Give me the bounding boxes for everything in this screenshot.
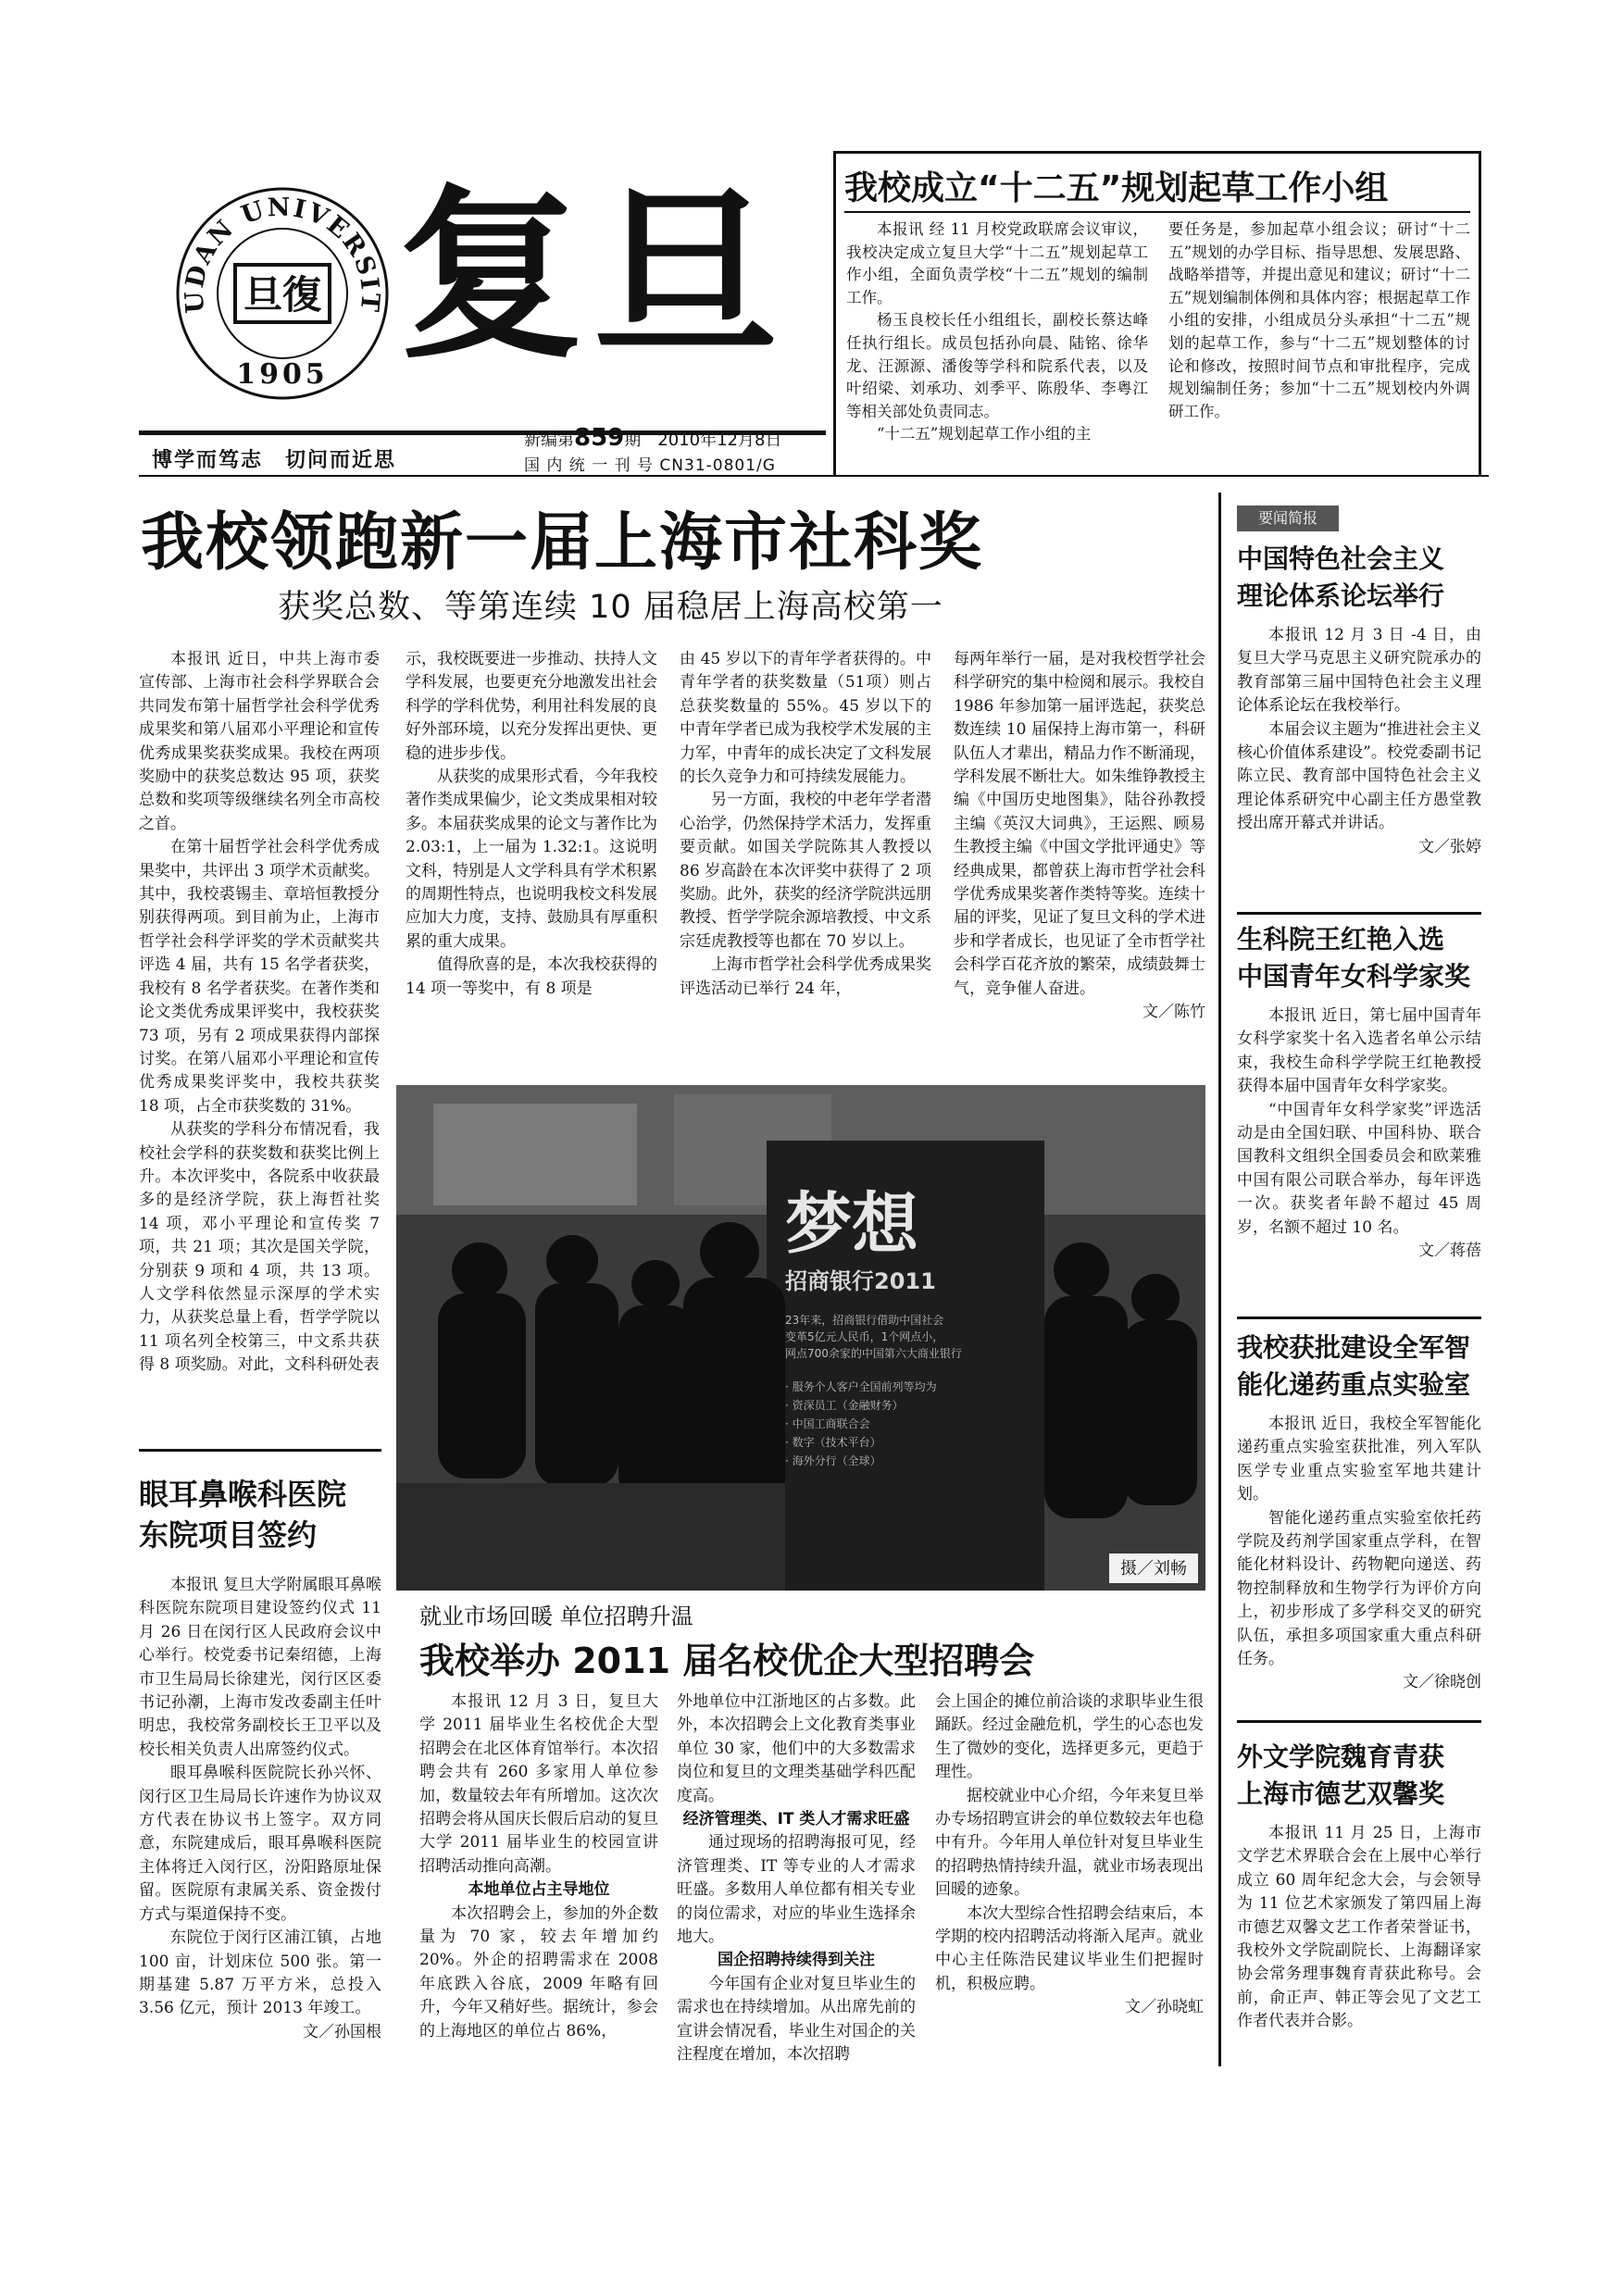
banner-line: 变革5亿元人民币，1个网点小， (785, 1330, 944, 1343)
banner-line: · 中国工商联合会 (785, 1417, 870, 1430)
paragraph: 本届会议主题为“推进社会主义核心价值体系建设”。校党委副书记陈立民、教育部中国特色社会主义理论体系研究中心副主任方愚堂教授出席开幕式并讲话。 (1237, 719, 1481, 833)
paragraph: “中国青年女科学家奖”评选活动是由全国妇联、中国科协、联合国教科文组织全国委员会和欧莱雅中国有限公司联合举办，每年评选一次。获奖者年龄不超过 45 周岁，名额不超过 10 名。 (1237, 1100, 1481, 1237)
headline-line: 东院项目签约 (139, 1517, 318, 1553)
job-kicker: 就业市场回暖 单位招聘升温 (419, 1603, 693, 1629)
headline-line: 我校获批建设全军智 (1237, 1332, 1471, 1363)
headline-line: 上海市德艺双馨奖 (1237, 1778, 1445, 1809)
brief-body (1237, 624, 1481, 948)
paragraph: 眼耳鼻喉科医院院长孙兴怀、闵行区卫生局局长许速作为协议双方代表在协议书上签字。双方同意，东院建成后，眼耳鼻喉科医院主体将迁入闵行区，汾阳路原址保留。医院原有隶属关系、资金拨付方式与渠道保持不变。 (139, 1764, 381, 1924)
banner-big-text: 梦想 (785, 1185, 919, 1263)
banner-line: 23年来，招商银行借助中国社会 (785, 1314, 944, 1327)
paper-name: 复旦 (398, 167, 788, 384)
side-column-divider (1218, 493, 1221, 2066)
byline: 文／孙国根 (303, 2022, 381, 2041)
masthead-motto: 博学而笃志 切问而近思 (152, 448, 397, 472)
banner-line: · 服务个人客户全国前列等均为 (785, 1380, 937, 1393)
top-right-col1 (846, 218, 1148, 468)
brief-rule (1237, 912, 1481, 915)
paragraph: 本报讯 近日，中共上海市委宣传部、上海市社会科学界联合会共同发布第十届哲学社会科学优秀成果奖和第八届邓小平理论和宣传优秀成果奖获奖成果。我校在两项奖励中的获奖总数达 95 项，获奖总数和奖项等级继续名列全市高校之首。 (139, 650, 380, 833)
lead-col3 (680, 648, 931, 1074)
issue-prefix: 新编第 (524, 430, 574, 450)
lead-col4 (954, 648, 1205, 1074)
issue-number: 859 (574, 424, 625, 452)
ent-headline (139, 1474, 346, 1555)
paragraph: 本报讯 12 月 3 日 -4 日，由复旦大学马克思主义研究院承办的教育部第三届中国特色社会主义理论体系论坛在我校举行。 (1237, 626, 1481, 716)
brief-rule (1237, 1316, 1481, 1319)
lead-col2 (406, 648, 657, 1074)
paragraph: 本报讯 复旦大学附属眼耳鼻喉科医院东院项目建设签约仪式 11 月 26 日在闵行区人民政府会议中心举行。校党委书记秦绍德，上海市卫生局局长徐建光，闵行区区委书记孙潮，上海市发改委副主任叶明忠，我校常务副校长王卫平以及校长相关负责人出席签约仪式。 (139, 1576, 381, 1759)
paragraph: 本报讯 近日，第七届中国青年女科学家奖十名入选者名单公示结束，我校生命科学学院王红艳教授获得本届中国青年女科学家奖。 (1237, 1006, 1481, 1096)
brief-body (1237, 1822, 1481, 2053)
headline-line: 中国特色社会主义 (1237, 543, 1445, 574)
paragraph: 每两年举行一届，是对我校哲学社会科学研究的集中检阅和展示。我校自 1986 年参加第一届评选起，获奖总数连续 10 届保持上海市第一，科研队伍人才辈出，精品力作不断涌现，学科发展不断壮大。如朱维铮教授主编《中国历史地图集》，陆谷孙教授主编《英汉大词典》，王运熙、顾易生教授主编《中国文学批评通史》等经典成果，都曾获上海市哲学社会科学优秀成果奖著作类特等奖。连续十届的评奖，见证了复旦文科的学术进步和学者成长，也见证了全市哲学社会科学百花齐放的繁荣，成绩鼓舞士气，竞争催人奋进。 (954, 650, 1205, 998)
top-right-col2 (1168, 218, 1470, 468)
paragraph: 本报讯 12 月 3 日，复旦大学 2011 届毕业生名校优企大型招聘会在北区体育馆举行。本次招聘会共有 260 多家用人单位参加，数量较去年有所增加。这次次招聘会将从国庆长假后启动的复旦大学 2011 届毕业生的校园宣讲招聘活动推向高潮。 (419, 1692, 658, 1876)
byline: 文／徐晓创 (1403, 1673, 1481, 1692)
paragraph: 杨玉良校长任小组组长，副校长蔡达峰任执行组长。成员包括孙向晨、陆铭、徐华龙、汪源源、潘俊等学科和院系代表，以及叶绍梁、刘承功、刘季平、陈殷华、李粤江等相关部处负责同志。 (846, 311, 1148, 420)
issue-line (524, 424, 781, 452)
headline-line: 理论体系论坛举行 (1237, 580, 1445, 611)
headline-line: 生科院王红艳入选 (1237, 924, 1445, 955)
headline-line: 中国青年女科学家奖 (1237, 961, 1471, 992)
paragraph: 据校就业中心介绍，今年来复旦举办专场招聘宣讲会的单位数较去年也稳中有升。今年用人单位针对复旦毕业生的招聘热情持续升温，就业市场表现出回暖的迹象。 (935, 1786, 1204, 1900)
paragraph: 东院位于闵行区浦江镇，占地 100 亩，计划床位 500 张。第一期基建 5.87 万平方米，总投入 3.56 亿元，预计 2013 年竣工。 (139, 1928, 381, 2018)
photo-credit: 摄／刘畅 (1120, 1559, 1187, 1578)
brief-headline (1237, 1329, 1470, 1404)
paragraph: 今年国有企业对复旦毕业生的需求也在持续增加。从出席先前的宣讲会情况看，毕业生对国企的关注程度在增加，本次招聘 (677, 1974, 916, 2065)
job-fair-photo (396, 1085, 1205, 1591)
job-col3 (935, 1691, 1204, 2052)
brief-body (1237, 1413, 1481, 1718)
lead-headline: 我校领跑新一届上海市社科奖 (141, 506, 984, 580)
paragraph: 上海市哲学社会科学优秀成果奖评选活动已举行 24 年， (680, 955, 931, 998)
ent-rule (139, 1449, 381, 1452)
job-col1 (419, 1691, 658, 2040)
brief-body (1237, 1004, 1481, 1315)
paragraph: 要任务是，参加起草小组会议；研讨“十二五”规划的办学目标、指导思想、发展思路、战略举措等，并提出意见和建议；研讨“十二五”规划编制体例和具体内容；根据起草工作小组的安排，小组成员分头承担“十二五”规划的起草工作，参与“十二五”规划整体的讨论和修改，按照时间节点和审批程序，完成规划编制任务；参加“十二五”规划校内外调研工作。 (1168, 220, 1470, 420)
top-right-rule (844, 211, 1470, 213)
paragraph: 外地单位中江浙地区的占多数。此外，本次招聘会上文化教育类事业单位 30 家，他们中的大多数需求岗位和复旦的文理类基础学科匹配度高。 (677, 1692, 916, 1805)
brief-headline (1237, 1739, 1444, 1813)
paragraph: 通过现场的招聘海报可见，经济管理类、IT 等专业的人才需求旺盛。多数用人单位都有相关专业的岗位需求，对应的毕业生选择余地大。 (677, 1833, 916, 1947)
banner-line: · 资深员工（金融财务） (785, 1399, 904, 1412)
paragraph: 另一方面，我校的中老年学者潜心治学，仍然保持学术活力，发挥重要贡献。如国关学院陈其人教授以 86 岁高龄在本次评奖中获得了 2 项奖励。此外，获奖的经济学院洪远朋教授、哲学学院余源培教授、中文系宗廷虎教授等也都在 70 岁以上。 (680, 791, 931, 951)
section-subhead: 经济管理类、IT 类人才需求旺盛 (682, 1810, 910, 1829)
seal-center: 旦復 (243, 272, 322, 318)
paragraph: 由 45 岁以下的青年学者获得的。中青年学者的获奖数量（51项）则占总获奖数量的 55%。45 岁以下的中青年学者已成为我校学术发展的主力军，中青年的成长决定了文科发展的长久竞争力和可持续发展能力。 (680, 650, 931, 787)
lead-subheadline: 获奖总数、等第连续 10 届稳居上海高校第一 (278, 589, 943, 626)
headline-line: 外文学院魏育青获 (1237, 1741, 1445, 1772)
job-col2 (677, 1691, 916, 2065)
paragraph: 本报讯 11 月 25 日，上海市文学艺术界联合会在上展中心举行成立 60 周年纪念大会，与会领导为 11 位艺术家颁发了第四届上海市德艺双馨文艺工作者荣誉证书，我校外文学院副院长、上海翻译家协会常务理事魏育青获此称号。会前，俞正声、韩正等会见了文艺工作者代表并合影。 (1237, 1824, 1481, 2031)
section-tag: 要闻简报 (1237, 505, 1339, 531)
paragraph: 本次招聘会上，参加的外企数量为 70 家，较去年增加约 20%。外企的招聘需求在 2008 年底跌入谷底，2009 年略有回升，今年又稍好些。据统计，参会的上海地区的单位占 86%， (419, 1903, 658, 2040)
section-subhead: 本地单位占主导地位 (468, 1880, 610, 1900)
brief-headline (1237, 921, 1470, 995)
paragraph: 会上国企的摊位前洽谈的求职毕业生很踊跃。经过金融危机，学生的心态也发生了微妙的变化，选择更多元，更趋于理性。 (935, 1692, 1204, 1782)
paragraph: 本次大型综合性招聘会结束后，本学期的校内招聘活动将渐入尾声。就业中心主任陈浩民建议毕业生们把握时机，积极应聘。 (935, 1903, 1204, 1993)
serial-number: 国 内 统 一 刊 号 CN31-0801/G (524, 456, 776, 475)
banner-line: · 数字（技术平台） (785, 1436, 881, 1449)
paragraph: 本报讯 近日，我校全军智能化递药重点实验室获批准，列入军队医学专业重点实验室军地共建计划。 (1237, 1415, 1481, 1504)
banner-line: · 海外分行（全球） (785, 1454, 881, 1467)
issue-date: 期 2010年12月8日 (624, 430, 782, 450)
seal-text: UDAN UNIVERSIT (180, 193, 385, 315)
byline: 文／孙晓虹 (1125, 1998, 1204, 2017)
paragraph: 本报讯 经 11 月校党政联席会议审议，我校决定成立复旦大学“十二五”规划起草工作小组，全面负责学校“十二五”规划的编制工作。 (846, 220, 1148, 306)
paragraph: 示，我校既要进一步推动、扶持人文学科发展，也要更充分地激发出社会科学的学科优势，利用社科发展的良好外部环境，以充分发挥出更快、更稳的进步步伐。 (406, 650, 657, 763)
seal-year: 1905 (236, 358, 329, 391)
paragraph: 在第十届哲学社会科学优秀成果奖中，共评出 3 项学术贡献奖。其中，我校裘锡圭、章培恒教授分别获得两项。到目前为止，上海市哲学社会科学评奖的学术贡献奖共评选 4 届，共有 15 名学者获奖，我校有 8 名学者获奖。在著作类和论文类优秀成果评奖中，我校获奖 73 项，另有 2 项成果获得内部探讨奖。在第八届邓小平理论和宣传优秀成果奖评奖中，我校共获奖 18 项，占全市获奖数的 31%。 (139, 838, 380, 1116)
brief-headline (1237, 541, 1444, 615)
paragraph: 智能化递药重点实验室依托药学院及药剂学国家重点学科，在智能化材料设计、药物靶向递送、药物控制释放和生物学行为评价方向上，初步形成了多学科交叉的研究队伍，承担多项国家重大重点科研任务。 (1237, 1508, 1481, 1669)
lead-col1 (139, 648, 380, 1444)
headline-line: 能化递药重点实验室 (1237, 1369, 1471, 1400)
banner-line: 网点700余家的中国第六大商业银行 (785, 1347, 962, 1360)
job-headline: 我校举办 2011 届名校优企大型招聘会 (419, 1641, 1035, 1681)
paragraph: 从获奖的成果形式看，今年我校著作类成果偏少，论文类成果相对较多。本届获奖成果的论文与著作比为 2.03:1，上一届为 1.32:1。这说明文科，特别是人文学科具有学术积累的周期性特点，也说明我校文科发展应加大力度，支持、鼓励具有厚重积累的重大成果。 (406, 767, 657, 951)
top-right-headline: 我校成立“十二五”规划起草工作小组 (844, 169, 1389, 207)
byline: 文／蒋蓓 (1418, 1242, 1481, 1261)
university-seal (174, 185, 391, 402)
brief-rule (1237, 1720, 1481, 1723)
paragraph: 从获奖的学科分布情况看，我校社会学科的获奖数和获奖比例上升。本次评奖中，各院系中收获最多的是经济学院，获上海哲社奖 14 项，邓小平理论和宣传奖 7 项，共 21 项；其次是国关学院，分别获 9 项和 4 项，共 13 项。人文学科依然显示深厚的学术实力，从获奖总量上看，哲学学院以 11 项名列全校第三，中文系共获得 8 项奖励。对此，文科科研处表 (139, 1120, 380, 1375)
paragraph: “十二五”规划起草工作小组的主 (877, 425, 1092, 443)
section-subhead: 国企招聘持续得到关注 (718, 1951, 875, 1970)
banner-sub-text: 招商银行2011 (785, 1268, 936, 1294)
headline-line: 眼耳鼻喉科医院 (139, 1477, 347, 1512)
ent-body (139, 1574, 381, 2065)
byline: 文／陈竹 (1142, 1003, 1205, 1022)
byline: 文／张婷 (1418, 837, 1481, 856)
paragraph: 值得欣喜的是，本次我校获得的 14 项一等奖中，有 8 项是 (406, 955, 657, 998)
